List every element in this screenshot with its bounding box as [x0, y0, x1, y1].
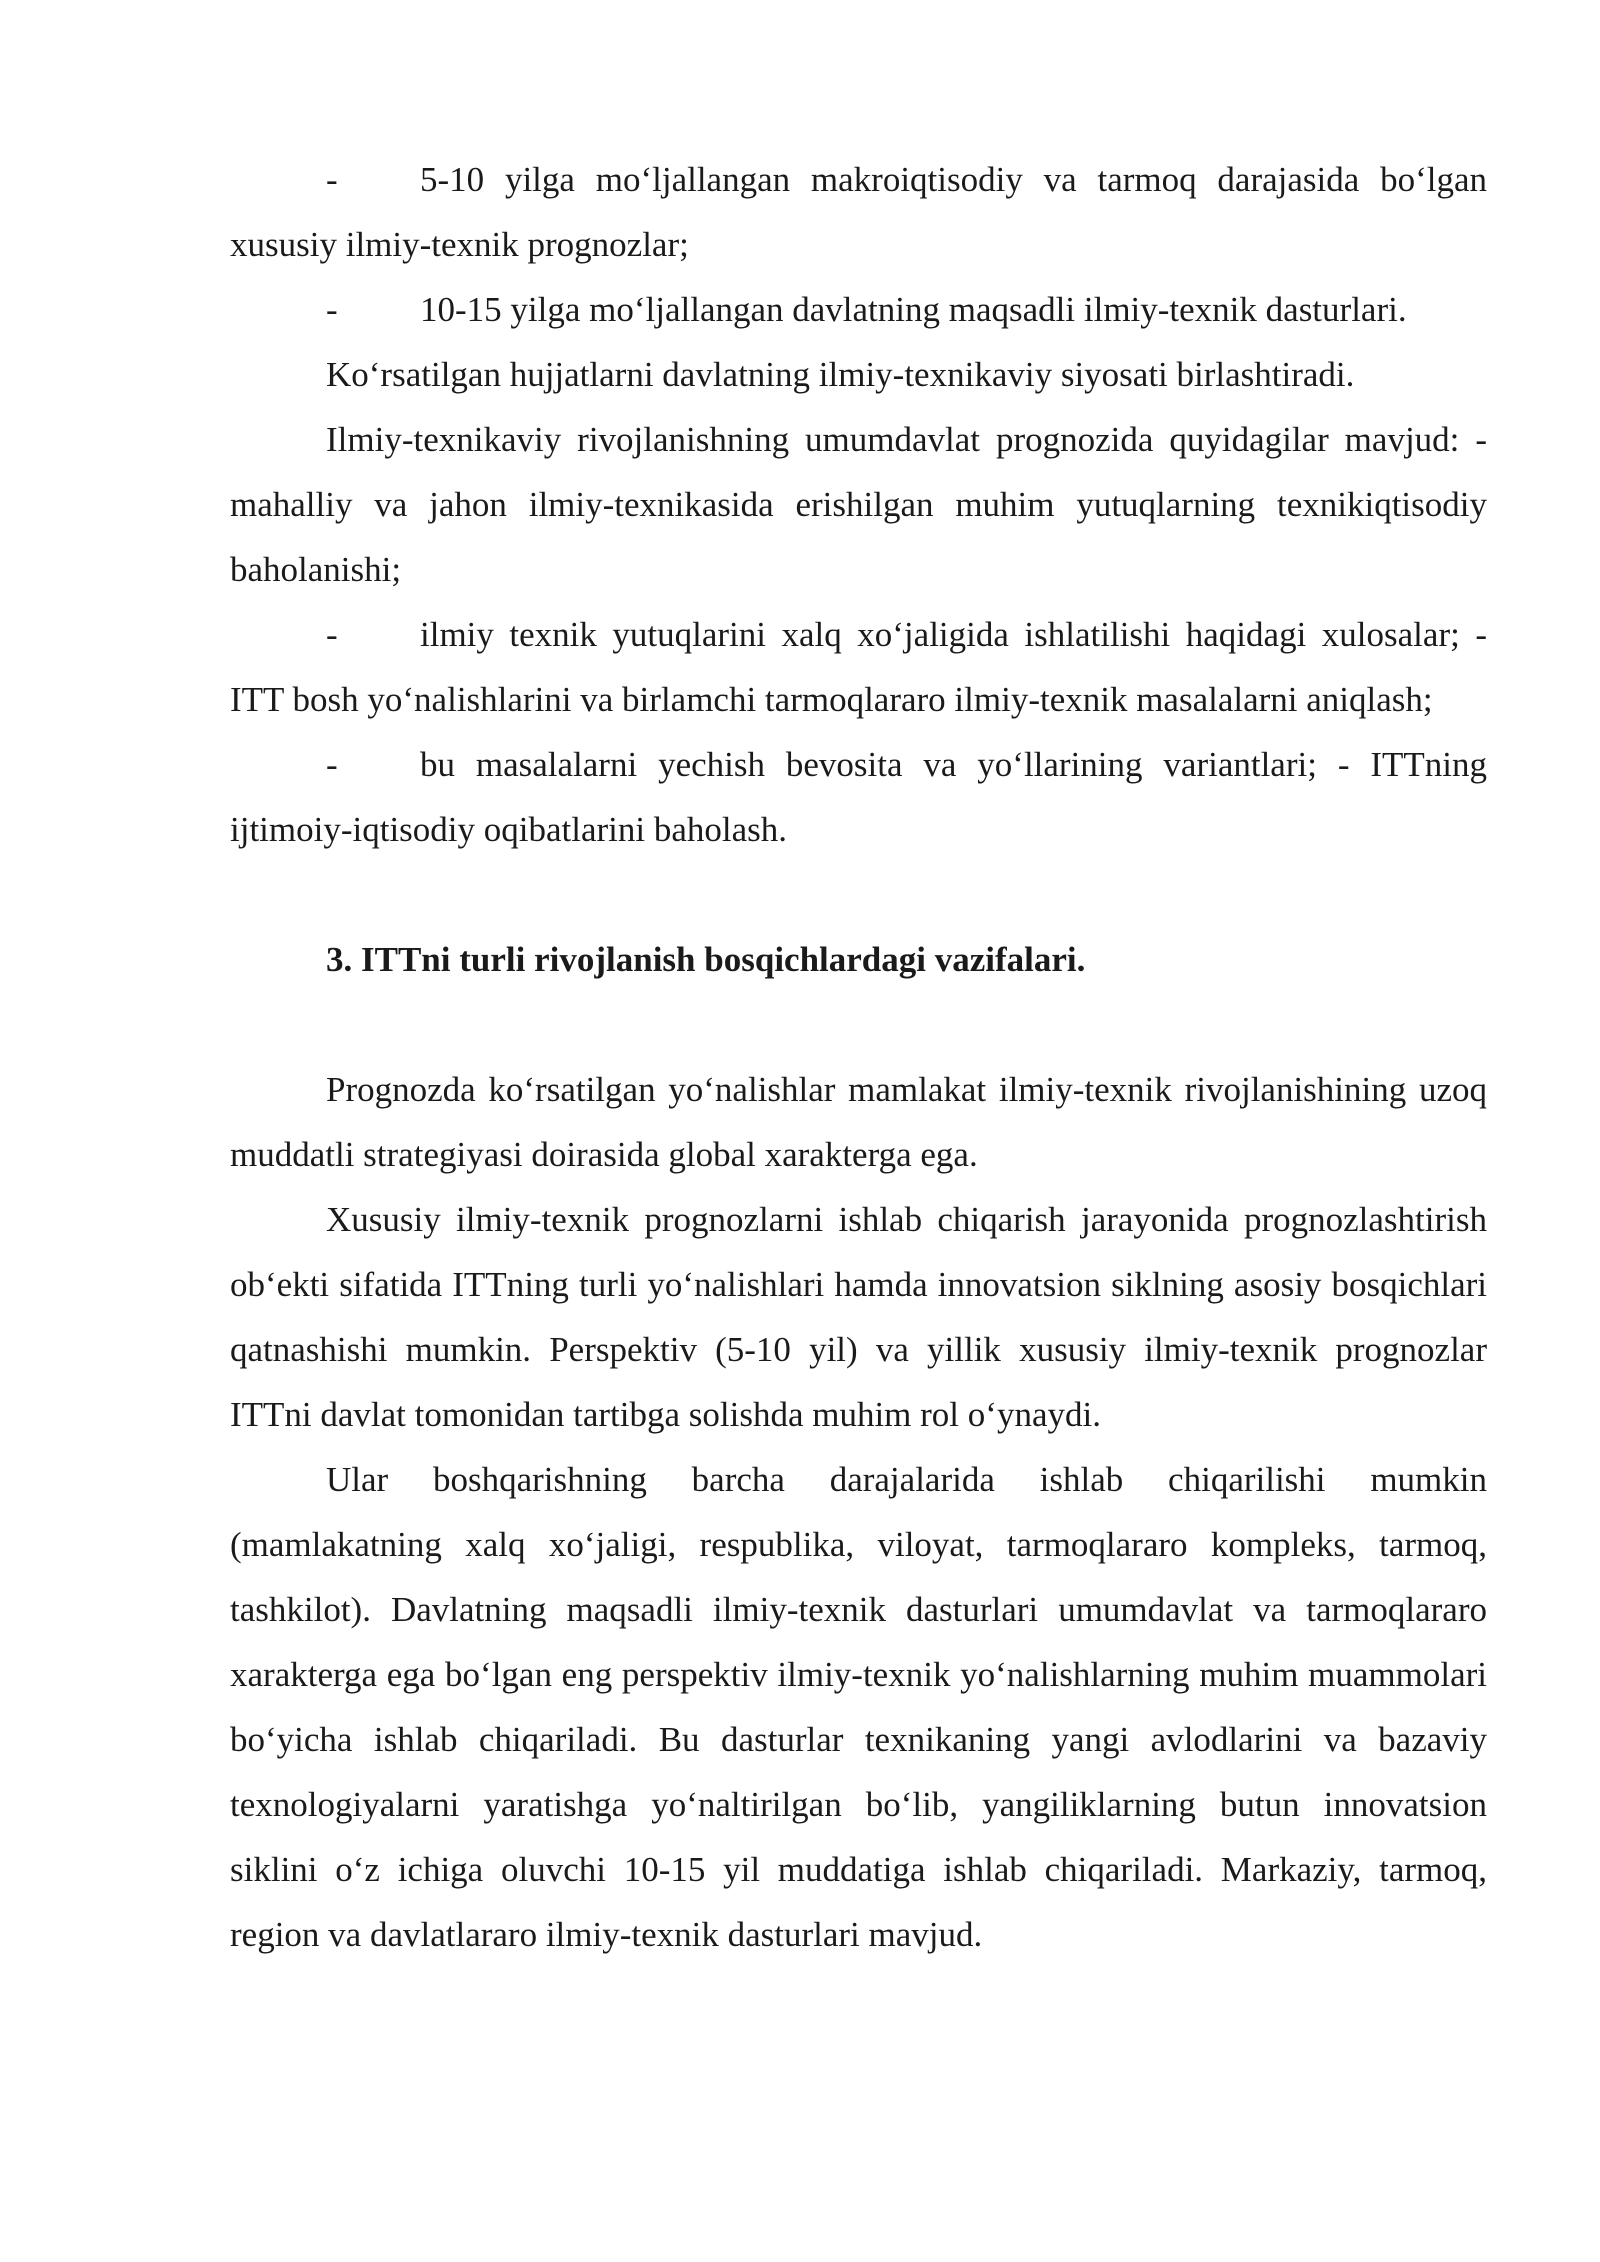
- bullet-item-3: [230, 602, 1487, 732]
- bullet-dash: -: [326, 160, 338, 199]
- paragraph-korsatilgan: Ko‘rsatilgan hujjatlarni davlatning ilmiy-texnikaviy siyosati birlashtiradi.: [326, 355, 1355, 394]
- bullet-text: 10-15 yilga mo‘ljallangan davlatning maqsadli ilmiy-texnik dasturlari.: [420, 290, 1407, 329]
- paragraph-ular: Ular boshqarishning barcha darajalarida ishlab chiqarilishi mumkin (mamlakatning xalq xo‘jaligi, respublika, viloyat, tarmoqlararo kompleks, tarmoq, tashkilot). Davlatning maqsadli ilmiy-texnik dasturlari umumdavlat va tarmoqlararo xarakterga ega bo‘lgan eng perspektiv ilmiy-texnik yo‘nalishlarning muhim muammolari bo‘yicha ishlab chiqariladi. Bu dasturlar texnikaning yangi avlodlarini va bazaviy texnologiyalarni yaratishga yo‘naltirilgan bo‘lib, yangiliklarning butun innovatsion siklini o‘z ichiga oluvchi 10-15 yil muddatiga ishlab chiqariladi. Markaziy, tarmoq, region va davlatlararo ilmiy-texnik dasturlari mavjud.: [230, 1460, 1487, 1954]
- bullet-item-2: [230, 277, 1487, 342]
- bullet-text: ilmiy texnik yutuqlarini xalq xo‘jaligida ishlatilishi haqidagi xulosalar; - ITT bosh yo‘nalishlarini va birlamchi tarmoqlararo ilmiy-texnik masalalarni aniqlash;: [230, 615, 1487, 719]
- paragraph-xususiy: Xususiy ilmiy-texnik prognozlarni ishlab chiqarish jarayonida prognozlashtirish ob‘ekti sifatida ITTning turli yo‘nalishlari hamda innovatsion siklning asosiy bosqichlari qatnashishi mumkin. Perspektiv (5-10 yil) va yillik xususiy ilmiy-texnik prognozlar ITTni davlat tomonidan tartibga solishda muhim rol o‘ynaydi.: [230, 1200, 1487, 1434]
- section-heading: 3. ITTni turli rivojlanish bosqichlardagi vazifalari.: [326, 940, 1086, 979]
- bullet-dash: -: [326, 615, 338, 654]
- bullet-item-1: [230, 147, 1487, 277]
- document-page: [230, 147, 1487, 1967]
- bullet-text: 5-10 yilga mo‘ljallangan makroiqtisodiy va tarmoq darajasida bo‘lgan xususiy ilmiy-texnik prognozlar;: [230, 160, 1487, 264]
- paragraph-ilmiy: Ilmiy-texnikaviy rivojlanishning umumdavlat prognozida quyidagilar mavjud: - mahalliy va jahon ilmiy-texnikasida erishilgan muhim yutuqlarning texnikiqtisodiy baholanishi;: [230, 420, 1487, 589]
- bullet-dash: -: [326, 290, 338, 329]
- bullet-text: bu masalalarni yechish bevosita va yo‘llarining variantlari; - ITTning ijtimoiy-iqtisodiy oqibatlarini baholash.: [230, 745, 1487, 849]
- bullet-item-4: [230, 732, 1487, 862]
- paragraph-prognozda: Prognozda ko‘rsatilgan yo‘nalishlar mamlakat ilmiy-texnik rivojlanishining uzoq muddatli strategiyasi doirasida global xarakterga ega.: [230, 1070, 1487, 1174]
- bullet-dash: -: [326, 745, 338, 784]
